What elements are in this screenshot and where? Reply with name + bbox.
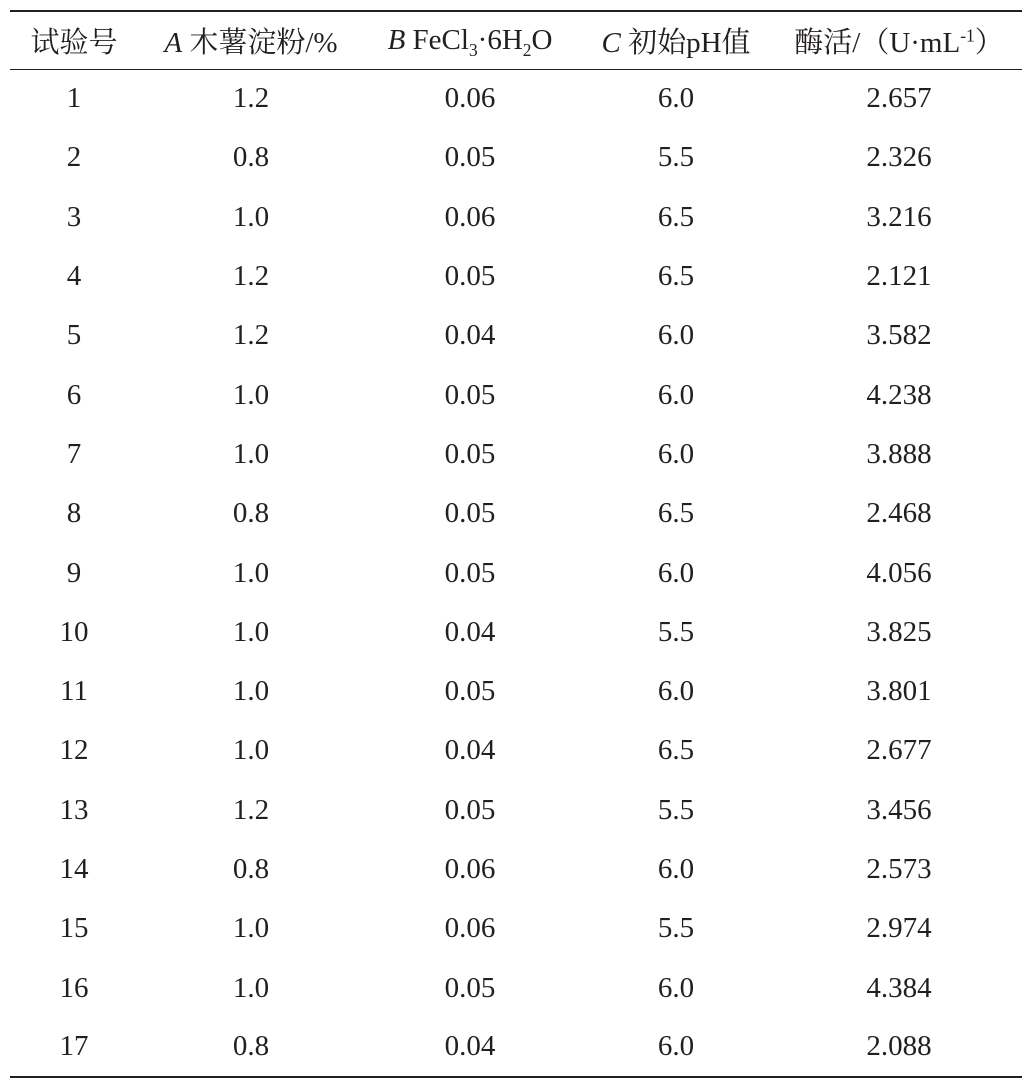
header-enzyme-activity <box>776 11 1022 69</box>
enzyme-activity-cell: 2.326 <box>866 141 932 174</box>
enzyme-activity-cell: 3.456 <box>866 793 932 826</box>
ferric-chloride-cell: 0.05 <box>444 675 496 708</box>
initial-ph-cell: 5.5 <box>657 793 695 826</box>
header-hydrate-subscript-2: 2 <box>522 39 532 60</box>
initial-ph-cell: 6.0 <box>657 853 695 885</box>
header-initial-ph-label: 初始pH值 <box>628 26 751 59</box>
trial-number-cell: 15 <box>59 912 89 945</box>
table-row <box>10 425 1022 484</box>
ferric-chloride-cell: 0.04 <box>444 319 496 352</box>
table-row <box>10 484 1022 543</box>
table-row <box>10 306 1022 365</box>
header-enzyme-activity-superscript: -1 <box>960 25 975 46</box>
initial-ph-cell: 5.5 <box>657 141 695 174</box>
initial-ph-cell: 6.0 <box>657 437 695 470</box>
table-header <box>10 11 1022 69</box>
initial-ph-cell: 6.0 <box>657 319 695 352</box>
header-factor-b: B <box>387 23 406 56</box>
initial-ph-cell: 5.5 <box>657 912 695 945</box>
table-row <box>10 69 1022 128</box>
initial-ph-cell: 6.0 <box>657 82 695 115</box>
trial-number-cell: 3 <box>66 200 82 233</box>
cassava-starch-cell: 1.2 <box>232 82 270 115</box>
header-cassava-starch <box>138 11 364 69</box>
enzyme-activity-cell: 3.582 <box>866 319 932 352</box>
trial-number-cell: 1 <box>66 82 82 115</box>
cassava-starch-cell: 1.0 <box>232 200 270 233</box>
cassava-starch-cell: 1.0 <box>232 437 270 470</box>
initial-ph-cell: 6.0 <box>576 1018 776 1077</box>
enzyme-activity-cell: 3.801 <box>866 675 932 708</box>
initial-ph-cell: 6.5 <box>657 200 695 233</box>
ferric-chloride-cell: 0.06 <box>444 853 496 885</box>
initial-ph-cell: 6.0 <box>657 971 695 1004</box>
trial-number-cell: 4 <box>66 260 82 293</box>
ferric-chloride-cell: 0.05 <box>444 378 496 411</box>
header-enzyme-activity-close: ） <box>974 26 1004 59</box>
enzyme-activity-cell: 2.121 <box>866 260 932 293</box>
table-row <box>10 188 1022 247</box>
cassava-starch-cell: 1.0 <box>232 615 270 648</box>
trial-number-cell: 17 <box>10 1018 138 1077</box>
cassava-starch-cell: 1.0 <box>232 378 270 411</box>
header-hydrate-text: ·6H <box>477 23 523 56</box>
header-initial-ph <box>576 11 776 69</box>
table-row <box>10 247 1022 306</box>
table-row <box>10 840 1022 899</box>
header-fecl-text: FeCl <box>412 23 469 56</box>
experiment-table <box>10 10 1022 1078</box>
table-row <box>10 958 1022 1017</box>
initial-ph-cell: 6.5 <box>657 734 695 767</box>
cassava-starch-cell: 1.0 <box>232 971 270 1004</box>
cassava-starch-cell: 0.8 <box>232 497 270 530</box>
table-body <box>10 69 1022 1077</box>
ferric-chloride-cell: 0.05 <box>444 497 496 530</box>
header-trial-number <box>10 11 138 69</box>
ferric-chloride-cell: 0.06 <box>444 912 496 945</box>
ferric-chloride-cell: 0.04 <box>444 734 496 767</box>
enzyme-activity-cell: 2.088 <box>776 1018 1022 1077</box>
header-oxygen-text: O <box>531 23 553 56</box>
enzyme-activity-cell: 2.677 <box>866 734 932 767</box>
initial-ph-cell: 6.5 <box>657 260 695 293</box>
ferric-chloride-cell: 0.05 <box>444 971 496 1004</box>
table-row <box>10 899 1022 958</box>
table-row <box>10 1018 1022 1077</box>
trial-number-cell: 6 <box>66 378 82 411</box>
enzyme-activity-cell: 3.888 <box>866 437 932 470</box>
trial-number-cell: 9 <box>66 556 82 589</box>
table-row <box>10 543 1022 602</box>
trial-number-cell: 2 <box>66 141 82 174</box>
ferric-chloride-cell: 0.06 <box>444 82 496 115</box>
trial-number-cell: 5 <box>66 319 82 352</box>
cassava-starch-cell: 1.0 <box>232 912 270 945</box>
trial-number-cell: 16 <box>59 971 89 1004</box>
trial-number-cell: 7 <box>66 437 82 470</box>
header-row <box>10 11 1022 69</box>
cassava-starch-cell: 1.2 <box>232 793 270 826</box>
header-trial-number-text: 试验号 <box>30 26 118 59</box>
experiment-table-container <box>10 10 1022 1078</box>
trial-number-cell: 14 <box>59 853 89 885</box>
trial-number-cell: 8 <box>66 497 82 530</box>
trial-number-cell: 11 <box>60 675 88 708</box>
ferric-chloride-cell: 0.06 <box>444 200 496 233</box>
ferric-chloride-cell: 0.05 <box>444 556 496 589</box>
initial-ph-cell: 6.0 <box>657 675 695 708</box>
ferric-chloride-cell: 0.05 <box>444 437 496 470</box>
enzyme-activity-cell: 3.825 <box>866 615 932 648</box>
initial-ph-cell: 5.5 <box>657 615 695 648</box>
initial-ph-cell: 6.5 <box>657 497 695 530</box>
enzyme-activity-cell: 4.384 <box>866 971 932 1004</box>
enzyme-activity-cell: 3.216 <box>866 200 932 233</box>
cassava-starch-cell: 1.0 <box>232 734 270 767</box>
enzyme-activity-cell: 2.974 <box>866 912 932 945</box>
initial-ph-cell: 6.0 <box>657 556 695 589</box>
trial-number-cell: 12 <box>59 734 89 767</box>
trial-number-cell: 13 <box>59 793 89 826</box>
header-factor-a: A <box>164 26 183 59</box>
enzyme-activity-cell: 4.238 <box>866 378 932 411</box>
table-row <box>10 781 1022 840</box>
table-row <box>10 603 1022 662</box>
cassava-starch-cell: 0.8 <box>138 1018 364 1077</box>
header-fecl-subscript-3: 3 <box>468 39 478 60</box>
table-row <box>10 721 1022 780</box>
cassava-starch-cell: 1.2 <box>232 260 270 293</box>
cassava-starch-cell: 1.0 <box>232 675 270 708</box>
cassava-starch-cell: 0.8 <box>232 141 270 174</box>
header-cassava-starch-label: 木薯淀粉/% <box>189 26 338 59</box>
enzyme-activity-cell: 2.468 <box>866 497 932 530</box>
trial-number-cell: 10 <box>59 615 89 648</box>
header-ferric-chloride <box>364 11 576 69</box>
table-row <box>10 365 1022 424</box>
initial-ph-cell: 6.0 <box>657 378 695 411</box>
ferric-chloride-cell: 0.05 <box>444 141 496 174</box>
ferric-chloride-cell: 0.04 <box>364 1018 576 1077</box>
cassava-starch-cell: 1.2 <box>232 319 270 352</box>
ferric-chloride-cell: 0.05 <box>444 793 496 826</box>
ferric-chloride-cell: 0.04 <box>444 615 496 648</box>
enzyme-activity-cell: 2.657 <box>866 82 932 115</box>
table-row <box>10 128 1022 187</box>
ferric-chloride-cell: 0.05 <box>444 260 496 293</box>
header-enzyme-activity-text: 酶活/（U·mL <box>794 26 961 59</box>
enzyme-activity-cell: 4.056 <box>866 556 932 589</box>
cassava-starch-cell: 0.8 <box>232 853 270 885</box>
table-row <box>10 662 1022 721</box>
enzyme-activity-cell: 2.573 <box>866 853 932 885</box>
cassava-starch-cell: 1.0 <box>232 556 270 589</box>
header-factor-c: C <box>601 26 621 59</box>
